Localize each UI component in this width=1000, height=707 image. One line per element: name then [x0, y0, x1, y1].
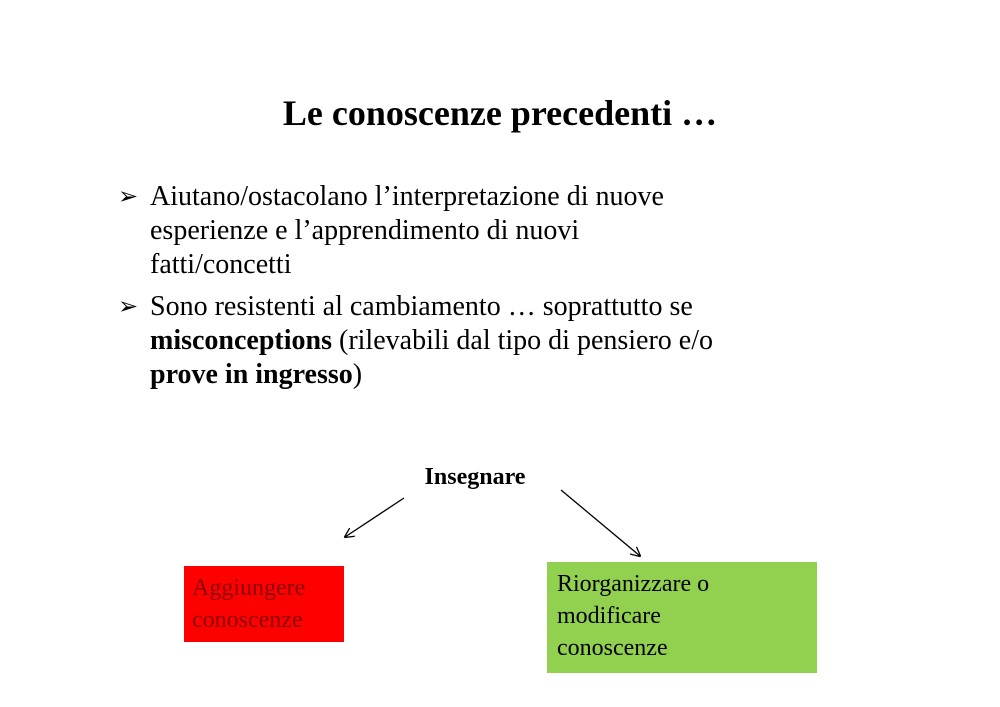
prove-in-ingresso-term: prove in ingresso [150, 359, 353, 390]
bullet-1-line-2: esperienze e l’apprendimento di nuovi [150, 215, 580, 246]
right-box-line-2: modificare [557, 603, 661, 629]
arrow-bullet-icon: ➢ [118, 184, 139, 210]
bullet-2-line-3-rest: ) [352, 359, 363, 390]
bullet-2-line-2 [150, 324, 898, 358]
bullet-item-1 [118, 180, 898, 282]
bullet-2-line-3 [150, 358, 898, 392]
bullet-1-line-1: Aiutano/ostacolano l’interpretazione di nuove [150, 181, 664, 212]
aggiungere-conoscenze-box [184, 566, 344, 642]
bullet-list [118, 180, 898, 400]
bullet-item-2 [118, 290, 898, 392]
bullet-2-line-2-rest: (rilevabili dal tipo di pensiero e/o [332, 325, 714, 356]
slide-title: Le conoscenze precedenti … [282, 93, 718, 133]
arrow-to-left-box [345, 498, 404, 537]
diagram-root-label: Insegnare [424, 464, 526, 490]
left-box-line-2: conoscenze [192, 607, 303, 633]
right-box-line-3: conoscenze [557, 635, 668, 661]
right-box-line-1: Riorganizzare o [557, 571, 710, 597]
riorganizzare-conoscenze-box [547, 562, 817, 673]
bullet-1-line-3: fatti/concetti [150, 249, 292, 280]
left-box-line-1: Aggiungere [192, 575, 306, 601]
bullet-2-line-1: Sono resistenti al cambiamento … soprattutto se [150, 291, 693, 322]
arrow-to-right-box [561, 490, 640, 556]
arrow-bullet-icon: ➢ [118, 294, 139, 320]
misconceptions-term: misconceptions [150, 325, 332, 356]
